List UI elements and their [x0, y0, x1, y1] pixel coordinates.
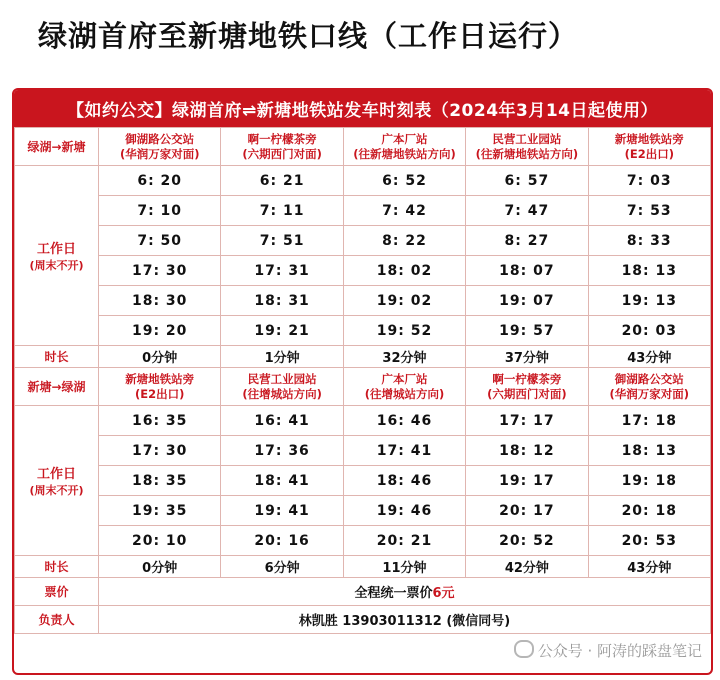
- duration-value: 43分钟: [588, 556, 710, 578]
- departure-time: 19: 17: [466, 466, 588, 496]
- departure-time: 18: 13: [588, 436, 710, 466]
- time-row: [15, 406, 711, 436]
- departure-time: 17: 30: [99, 256, 221, 286]
- stop-header: [343, 368, 465, 406]
- departure-time: 16: 35: [99, 406, 221, 436]
- departure-time: 18: 12: [466, 436, 588, 466]
- departure-time: 7: 03: [588, 166, 710, 196]
- departure-time: 18: 13: [588, 256, 710, 286]
- departure-time: 20: 52: [466, 526, 588, 556]
- timetable: [14, 127, 711, 634]
- stop-sub: (往增城站方向): [364, 386, 445, 401]
- departure-time: 17: 30: [99, 436, 221, 466]
- direction-label: 新塘→绿湖: [15, 368, 99, 406]
- departure-time: 20: 21: [343, 526, 465, 556]
- wechat-icon: [514, 640, 534, 658]
- stop-sub: (华润万家对面): [609, 386, 690, 401]
- duration-row: [15, 556, 711, 578]
- outbound-header-row: [15, 128, 711, 166]
- group-label: 工作日: [36, 242, 76, 257]
- stop-header: [588, 368, 710, 406]
- stop-sub: (六期西门对面): [242, 146, 322, 161]
- stop-name: 民营工业园站: [492, 131, 562, 146]
- departure-time: 18: 35: [99, 466, 221, 496]
- departure-time: 7: 50: [99, 226, 221, 256]
- duration-row: [15, 346, 711, 368]
- schedule-group-label: [15, 406, 99, 556]
- duration-value: 11分钟: [343, 556, 465, 578]
- fare-amount: 6元: [432, 586, 455, 601]
- stop-header: [221, 368, 343, 406]
- departure-time: 20: 53: [588, 526, 710, 556]
- stop-header: [588, 128, 710, 166]
- departure-time: 19: 52: [343, 316, 465, 346]
- schedule-group-label: [15, 166, 99, 346]
- departure-time: 20: 16: [221, 526, 343, 556]
- departure-time: 7: 47: [466, 196, 588, 226]
- time-row: [15, 316, 711, 346]
- departure-time: 20: 10: [99, 526, 221, 556]
- stop-name: 御湖路公交站: [125, 131, 195, 146]
- direction-label: 绿湖→新塘: [15, 128, 99, 166]
- departure-time: 17: 41: [343, 436, 465, 466]
- departure-time: 8: 27: [466, 226, 588, 256]
- stop-header: [221, 128, 343, 166]
- duration-value: 0分钟: [99, 556, 221, 578]
- duration-value: 32分钟: [343, 346, 465, 368]
- stop-name: 新塘地铁站旁: [614, 131, 684, 146]
- departure-time: 17: 17: [466, 406, 588, 436]
- departure-time: 18: 07: [466, 256, 588, 286]
- time-row: [15, 466, 711, 496]
- stop-sub: (六期西门对面): [487, 386, 567, 401]
- stop-name: 啊一柠檬茶旁: [247, 131, 317, 146]
- timetable-sheet: [12, 88, 713, 675]
- stop-sub: (E2出口): [624, 146, 674, 161]
- time-row: [15, 436, 711, 466]
- stop-header: [466, 368, 588, 406]
- watermark: [514, 640, 702, 661]
- departure-time: 6: 57: [466, 166, 588, 196]
- watermark-text: 公众号 · 阿涛的踩盘笔记: [537, 642, 702, 660]
- stop-name: 啊一柠檬茶旁: [492, 371, 562, 386]
- duration-value: 37分钟: [466, 346, 588, 368]
- stop-header: [99, 368, 221, 406]
- stop-name: 御湖路公交站: [614, 371, 684, 386]
- departure-time: 19: 13: [588, 286, 710, 316]
- time-row: [15, 256, 711, 286]
- departure-time: 20: 03: [588, 316, 710, 346]
- duration-value: 43分钟: [588, 346, 710, 368]
- time-row: [15, 226, 711, 256]
- time-row: [15, 526, 711, 556]
- duration-label: 时长: [15, 556, 99, 578]
- departure-time: 16: 46: [343, 406, 465, 436]
- stop-name: 广本厂站: [381, 131, 428, 146]
- departure-time: 18: 31: [221, 286, 343, 316]
- duration-value: 6分钟: [221, 556, 343, 578]
- departure-time: 18: 46: [343, 466, 465, 496]
- stop-sub: (华润万家对面): [119, 146, 200, 161]
- departure-time: 7: 42: [343, 196, 465, 226]
- fare-text: 全程统一票价: [354, 586, 433, 601]
- stop-sub: (往新塘地铁站方向): [475, 146, 579, 161]
- fare-label: 票价: [15, 578, 99, 606]
- departure-time: 6: 21: [221, 166, 343, 196]
- departure-time: 19: 35: [99, 496, 221, 526]
- departure-time: 8: 22: [343, 226, 465, 256]
- time-row: [15, 166, 711, 196]
- stop-name: 新塘地铁站旁: [125, 371, 195, 386]
- time-row: [15, 286, 711, 316]
- stop-sub: (往增城站方向): [242, 386, 322, 401]
- duration-value: 1分钟: [221, 346, 343, 368]
- departure-time: 19: 07: [466, 286, 588, 316]
- contact-row: [15, 606, 711, 634]
- departure-time: 6: 52: [343, 166, 465, 196]
- departure-time: 20: 17: [466, 496, 588, 526]
- time-row: [15, 196, 711, 226]
- stop-sub: (E2出口): [135, 386, 185, 401]
- departure-time: 7: 11: [221, 196, 343, 226]
- departure-time: 18: 02: [343, 256, 465, 286]
- time-row: [15, 496, 711, 526]
- departure-time: 19: 20: [99, 316, 221, 346]
- duration-label: 时长: [15, 346, 99, 368]
- departure-time: 19: 21: [221, 316, 343, 346]
- departure-time: 17: 31: [221, 256, 343, 286]
- departure-time: 19: 18: [588, 466, 710, 496]
- departure-time: 19: 46: [343, 496, 465, 526]
- departure-time: 19: 57: [466, 316, 588, 346]
- stop-header: [99, 128, 221, 166]
- contact-label: 负责人: [15, 606, 99, 634]
- departure-time: 7: 10: [99, 196, 221, 226]
- departure-time: 6: 20: [99, 166, 221, 196]
- group-label: 工作日: [36, 467, 76, 482]
- stop-sub: (往新塘地铁站方向): [353, 146, 456, 161]
- stop-name: 民营工业园站: [247, 371, 317, 386]
- inbound-header-row: [15, 368, 711, 406]
- page-title: 绿湖首府至新塘地铁口线（工作日运行）: [38, 19, 579, 53]
- departure-time: 17: 36: [221, 436, 343, 466]
- departure-time: 19: 41: [221, 496, 343, 526]
- departure-time: 20: 18: [588, 496, 710, 526]
- contact-value: 林凯胜 13903011312 (微信同号): [99, 606, 711, 634]
- departure-time: 18: 41: [221, 466, 343, 496]
- group-sub: (周末不开): [29, 484, 84, 497]
- stop-name: 广本厂站: [381, 371, 428, 386]
- duration-value: 42分钟: [466, 556, 588, 578]
- fare-value: [99, 578, 711, 606]
- fare-row: [15, 578, 711, 606]
- stop-header: [466, 128, 588, 166]
- timetable-banner: 【如约公交】绿湖首府⇌新塘地铁站发车时刻表（2024年3月14日起使用）: [14, 90, 711, 127]
- departure-time: 7: 53: [588, 196, 710, 226]
- departure-time: 16: 41: [221, 406, 343, 436]
- duration-value: 0分钟: [99, 346, 221, 368]
- stop-header: [343, 128, 465, 166]
- departure-time: 7: 51: [221, 226, 343, 256]
- group-sub: (周末不开): [29, 259, 84, 272]
- departure-time: 19: 02: [343, 286, 465, 316]
- departure-time: 18: 30: [99, 286, 221, 316]
- departure-time: 17: 18: [588, 406, 710, 436]
- departure-time: 8: 33: [588, 226, 710, 256]
